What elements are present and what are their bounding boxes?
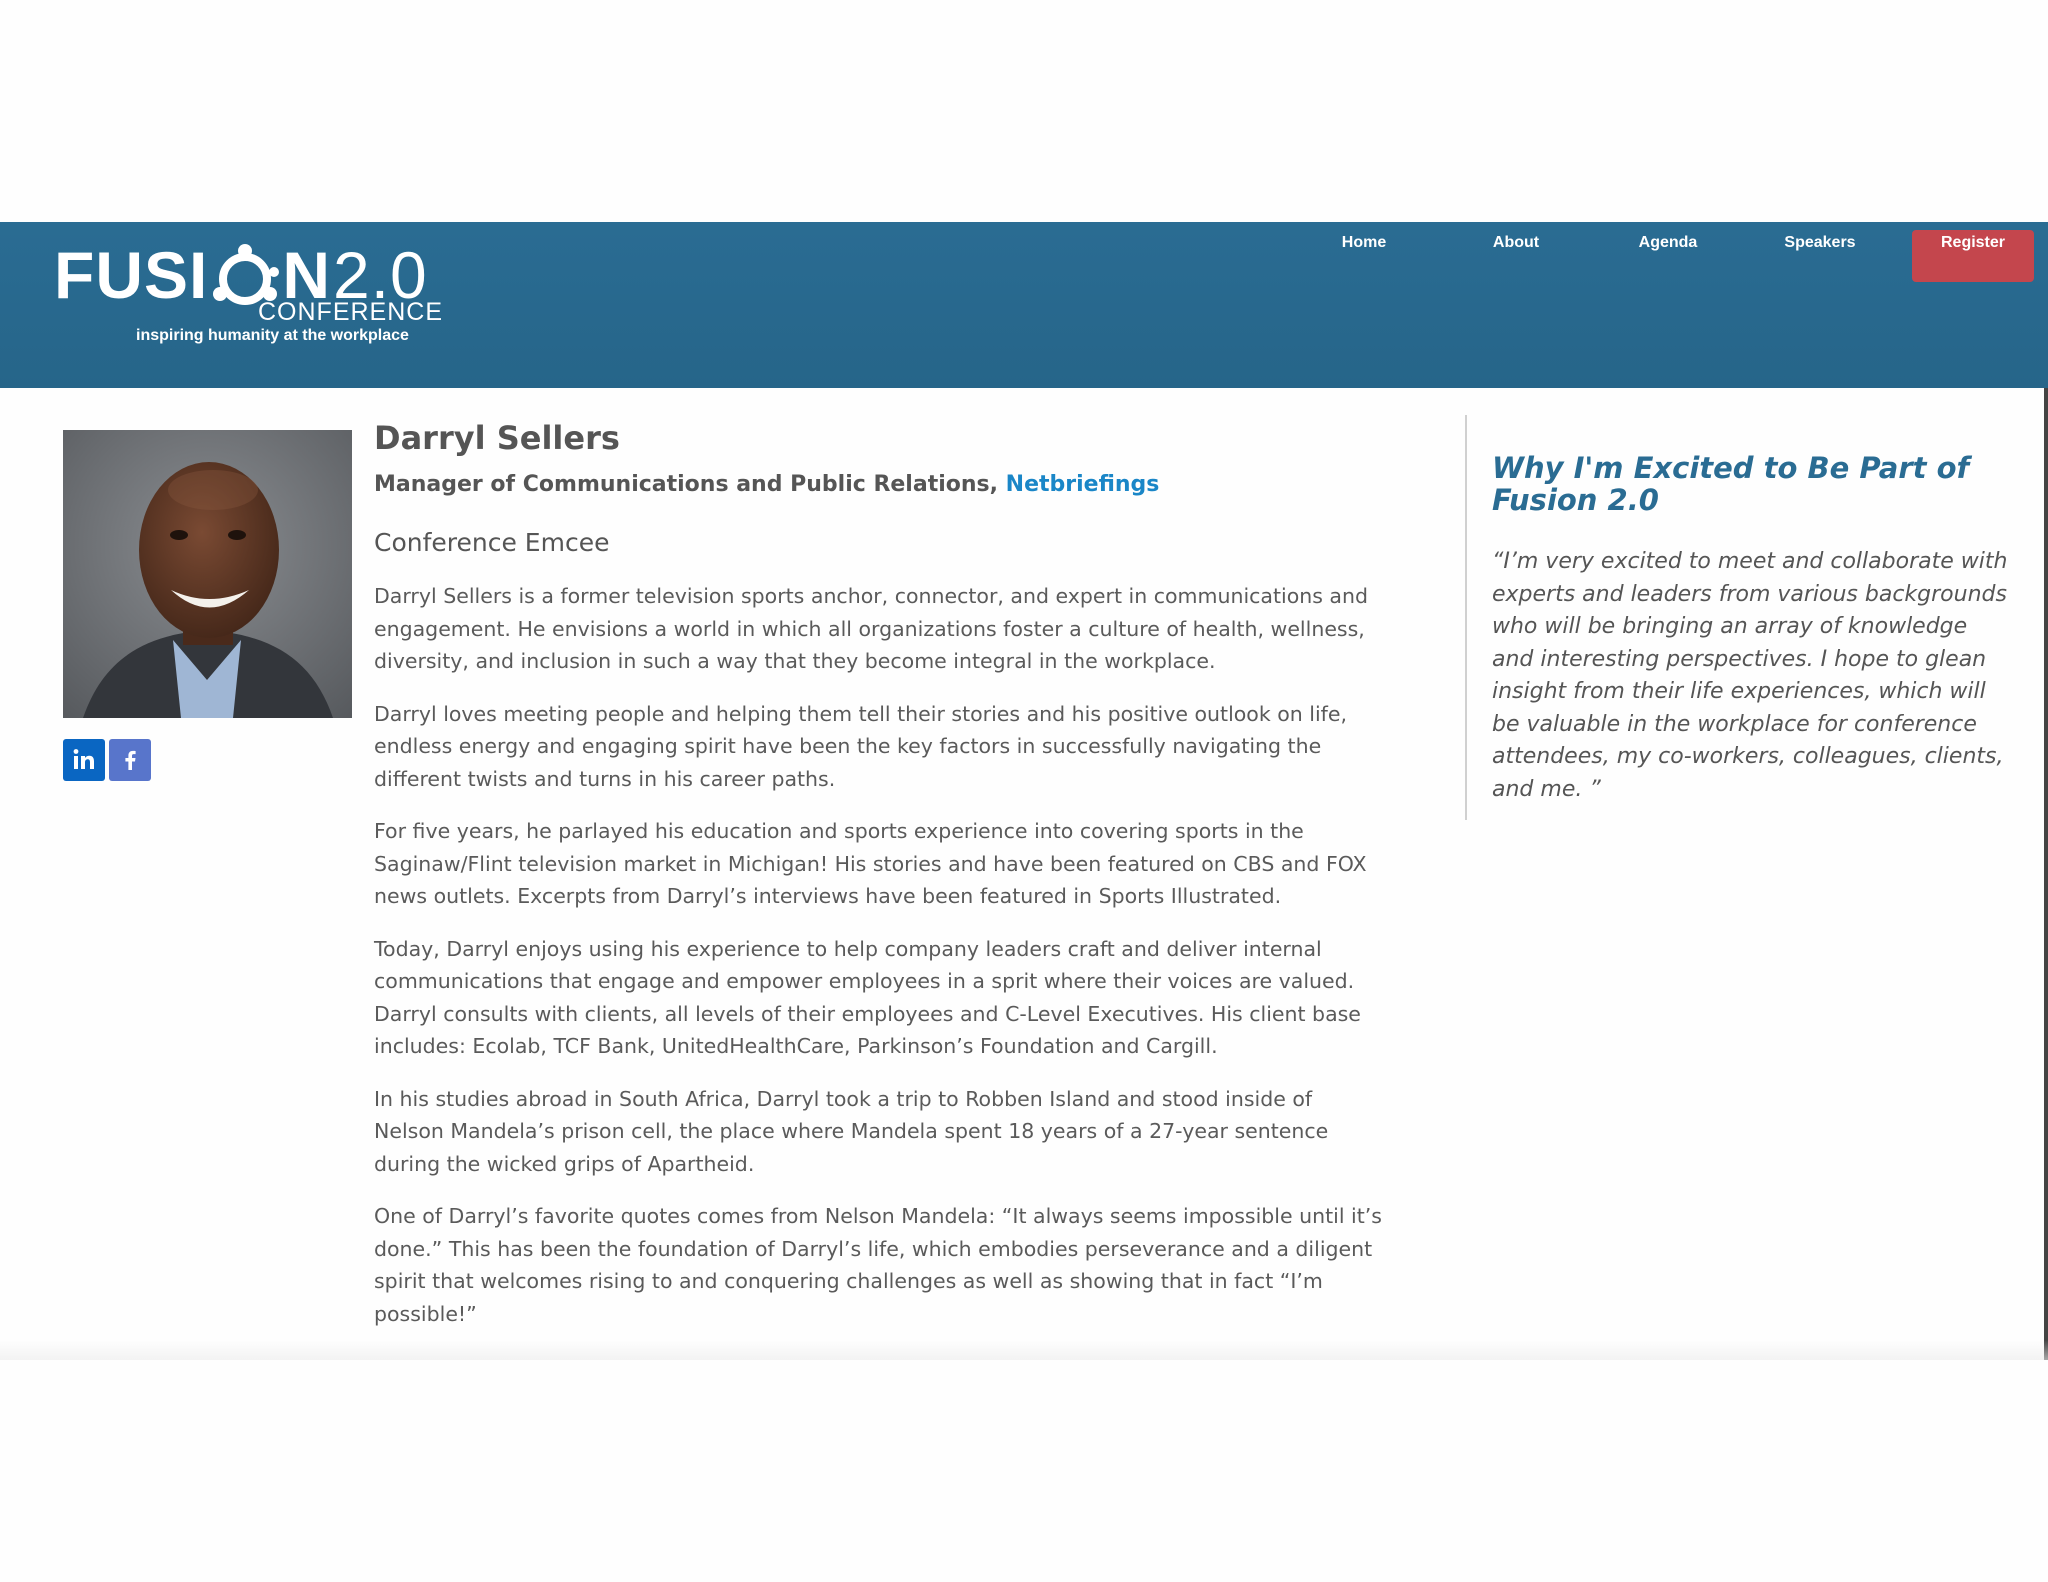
speaker-photo bbox=[63, 430, 352, 718]
logo-word-right: N bbox=[282, 238, 332, 312]
logo-conference: CONFERENCE bbox=[258, 298, 444, 326]
excitement-aside bbox=[1492, 452, 2012, 806]
linkedin-button[interactable] bbox=[63, 739, 105, 781]
aside-divider bbox=[1465, 415, 1467, 820]
page-scroll-rail bbox=[2044, 388, 2048, 1360]
speaker-profile bbox=[374, 416, 1384, 1330]
bio-paragraph: One of Darryl’s favorite quotes comes from Nelson Mandela: “It always seems impossible until it’s done.” This has been the foundation of Darryl’s life, which embodies perseverance and a diligent spirit that welcomes rising to and conquering challenges as well as showing that in fact “I’m possible!” bbox=[374, 1204, 1382, 1326]
speaker-session: Conference Emcee bbox=[374, 528, 610, 557]
bio-paragraph: Darryl loves meeting people and helping them tell their stories and his positive outlook on life, endless energy and engaging spirit have been the key factors in successfully navigating the different twists and turns in his career paths. bbox=[374, 701, 1348, 791]
aside-quote: “I’m very excited to meet and collaborate with experts and leaders from various backgrounds who will be bringing an array of knowledge and interesting perspectives. I hope to glean insight from their life experiences, which will be valuable in the workplace for conference attendees, my co-workers, colleagues, clients, and me. ” bbox=[1492, 549, 2008, 802]
speaker-role-title: Manager of Communications and Public Relations, bbox=[374, 472, 998, 497]
site-logo[interactable] bbox=[54, 228, 454, 358]
nav-agenda[interactable]: Agenda bbox=[1638, 234, 1698, 251]
bio-paragraph: For five years, he parlayed his education and sports experience into covering sports in the Saginaw/Flint television market in Michigan! His stories and have been featured on CBS and FOX news outlets. Excerpts from Darryl’s interviews have been featured in Sports Illustrated. bbox=[374, 819, 1367, 908]
facebook-button[interactable] bbox=[109, 739, 151, 781]
linkedin-icon bbox=[63, 739, 105, 781]
nav-about[interactable]: About bbox=[1492, 234, 1540, 251]
logo-word-left: FUSI bbox=[54, 238, 209, 312]
nav-home[interactable]: Home bbox=[1341, 234, 1387, 251]
main-nav bbox=[1300, 230, 2040, 282]
bio-paragraph: In his studies abroad in South Africa, Darryl took a trip to Robben Island and stood inside of Nelson Mandela’s prison cell, the place where Mandela spent 18 years of a 27-year sentence during the wicked grips of Apartheid. bbox=[374, 1086, 1329, 1176]
nav-speakers[interactable]: Speakers bbox=[1784, 234, 1856, 251]
nav-register-button[interactable]: Register bbox=[1912, 230, 2034, 282]
bio-paragraph: Today, Darryl enjoys using his experience to help company leaders craft and deliver internal communications that engage and empower employees in a sprit where their voices are valued. Darryl consults with clients, all levels of their employees and C-Level Executives. His client base includes: Ecolab, TCF Bank, UnitedHealthCare, Parkinson’s Foundation and Cargill. bbox=[374, 936, 1361, 1058]
person-portrait-icon bbox=[63, 430, 352, 718]
speaker-name: Darryl Sellers bbox=[374, 419, 620, 457]
logo-version: 2.0 bbox=[333, 238, 428, 312]
aside-title: Why I'm Excited to Be Part of Fusion 2.0 bbox=[1492, 451, 1970, 517]
speaker-role bbox=[374, 470, 1384, 500]
speaker-organization-link[interactable]: Netbriefings bbox=[1005, 472, 1160, 497]
logo-tagline: inspiring humanity at the workplace bbox=[136, 327, 409, 344]
facebook-icon bbox=[109, 739, 151, 781]
bio-paragraph: Darryl Sellers is a former television sports anchor, connector, and expert in communications and engagement. He envisions a world in which all organizations foster a culture of health, wellness, diversity, and inclusion in such a way that they become integral in the workplace. bbox=[374, 584, 1368, 673]
content-bottom-fade bbox=[0, 1340, 2048, 1360]
